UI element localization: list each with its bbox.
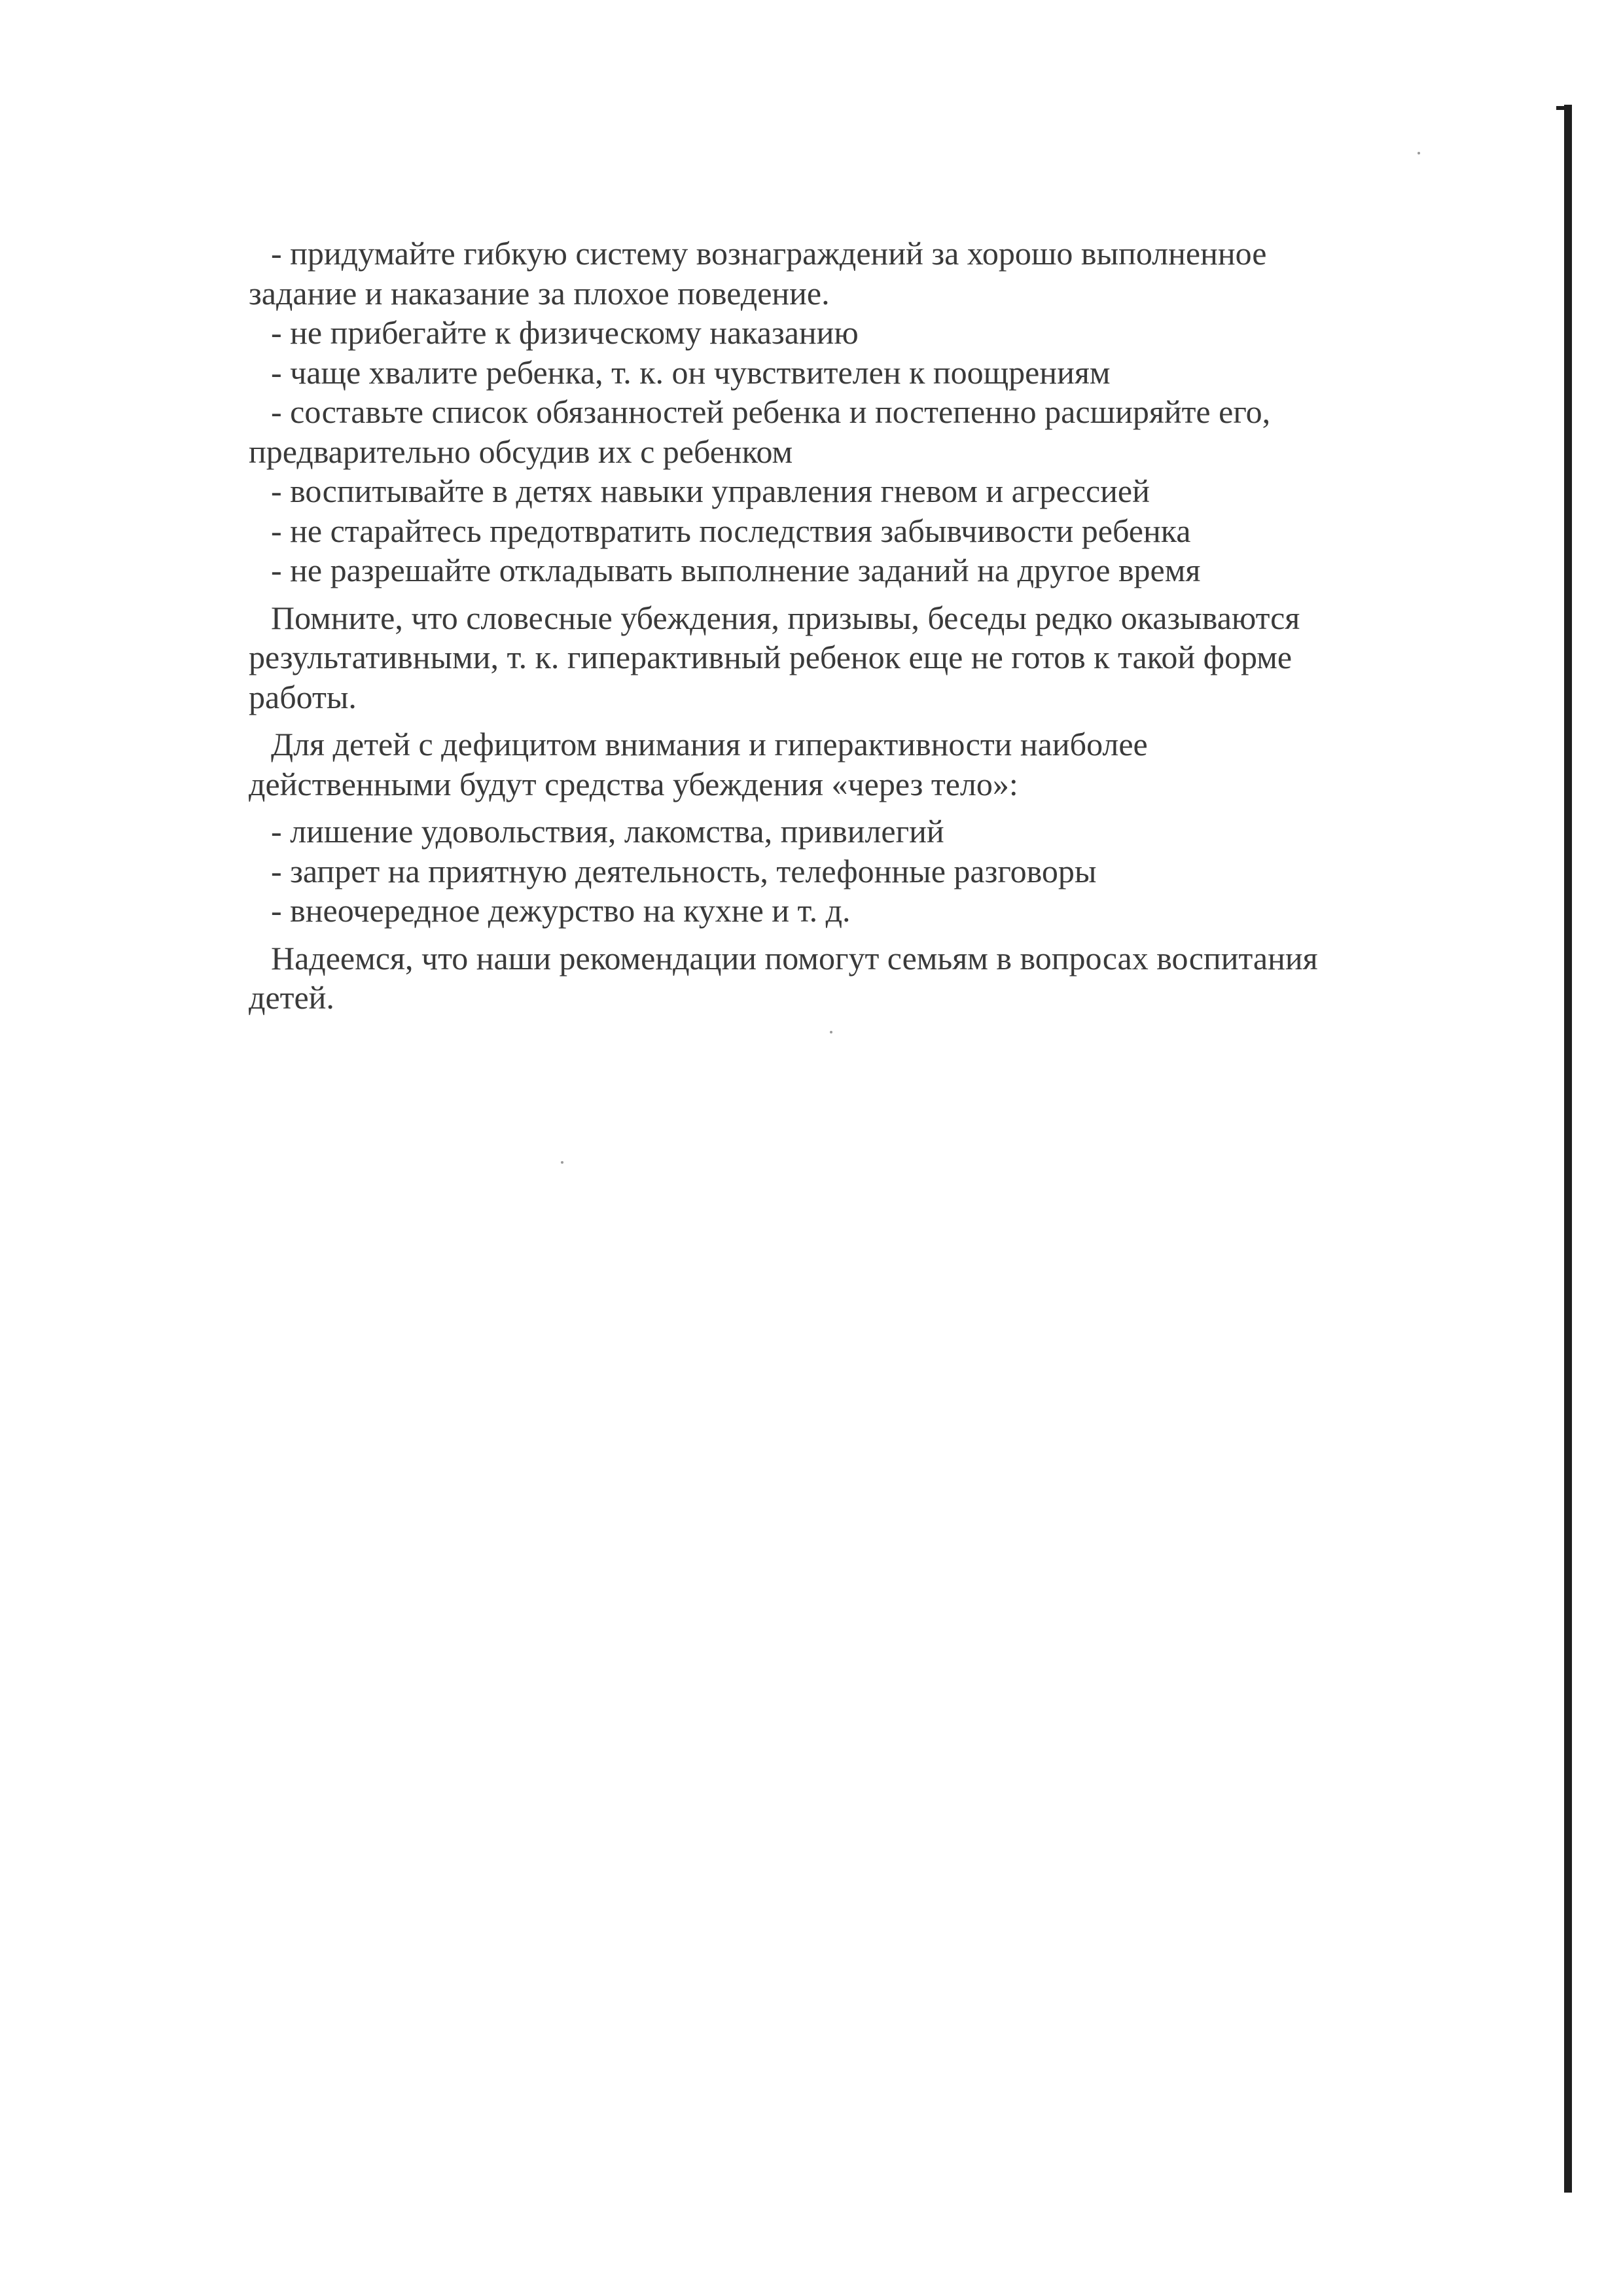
scan-page-edge (1564, 105, 1572, 2193)
paragraph-line: работы. (249, 678, 357, 715)
paragraph-line: Помните, что словесные убеждения, призывы, беседы редко оказываются (271, 599, 1300, 636)
list-item: - лишение удовольствия, лакомства, привилегий (271, 813, 944, 850)
paragraph-line: результативными, т. к. гиперактивный ребенок еще не готов к такой форме (249, 639, 1293, 675)
list-item: - придумайте гибкую систему вознаграждений за хорошо выполненное (271, 235, 1267, 272)
scan-speck (1418, 152, 1420, 154)
list-item: - воспитывайте в детях навыки управления гневом и агрессией (271, 473, 1150, 509)
list-item: - запрет на приятную деятельность, телефонные разговоры (271, 852, 1097, 889)
list-item: - не старайтесь предотвратить последствия забывчивости ребенка (271, 512, 1191, 549)
list-item: - чаще хвалите ребенка, т. к. он чувствителен к поощрениям (271, 353, 1111, 391)
paragraph-gap (249, 717, 1400, 725)
text-line: задание и наказание за плохое поведение. (249, 274, 830, 312)
list-item: - не разрешайте откладывать выполнение заданий на другое время (271, 552, 1201, 588)
paragraph-line: детей. (249, 979, 334, 1016)
list-item: - не прибегайте к физическому наказанию (271, 314, 859, 351)
paragraph-gap (249, 590, 1400, 598)
paragraph-line: действенными будут средства убеждения «через тело»: (249, 765, 1018, 802)
list-item: - внеочередное дежурство на кухне и т. д. (271, 892, 851, 929)
list-item: - составьте список обязанностей ребенка и постепенно расширяйте его, (271, 393, 1271, 430)
scan-speck (830, 1031, 832, 1033)
paragraph-line: Для детей с дефицитом внимания и гиперактивности наиболее (271, 726, 1148, 762)
paragraph-gap (249, 931, 1400, 939)
paragraph-line: Надеемся, что наши рекомендации помогут семьям в вопросах воспитания (271, 939, 1318, 977)
document-body (249, 234, 1400, 1018)
text-line: предварительно обсудив их с ребенком (249, 433, 793, 470)
scan-speck (561, 1161, 563, 1164)
scan-page-edge-tick (1556, 106, 1572, 110)
paragraph-gap (249, 804, 1400, 812)
